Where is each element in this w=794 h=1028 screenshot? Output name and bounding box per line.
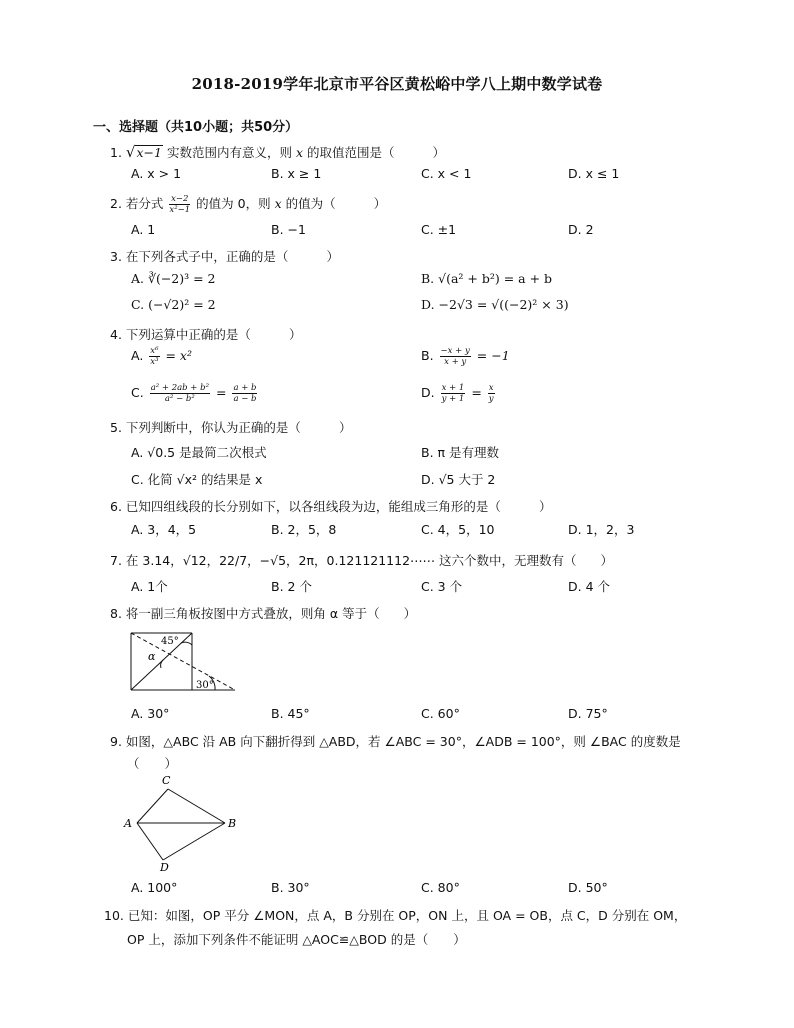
option-d: D. 4 个 — [568, 579, 610, 594]
option-d: D. x ≤ 1 — [568, 166, 620, 181]
page-title: 2018-2019学年北京市平谷区黄松峪中学八上期中数学试卷 — [191, 75, 603, 93]
option-b: B. x ≥ 1 — [271, 166, 322, 181]
answer-blank: （ ） — [127, 756, 178, 771]
option-a: A. $\frac{\text{x⁶}}{\text{x³}}$ = x² — [131, 346, 192, 367]
option-b: B. $\frac{-x + y}{x + y}$ = −1 — [421, 346, 510, 367]
option-b: B. π 是有理数 — [421, 445, 500, 460]
question-number: 1. — [110, 145, 122, 160]
angle-arc — [161, 660, 163, 668]
option-d: D. −2√3 = √((−2)² × 3) — [421, 297, 569, 312]
question-3: 3. 在下列各式子中，正确的是（ ） — [110, 249, 339, 264]
option-b: B. √(a² + b²) = a + b — [421, 271, 553, 286]
option-d: D. 1，2，3 — [568, 522, 635, 537]
option-c: C. 3 个 — [421, 579, 463, 594]
option-c: C. x < 1 — [421, 166, 472, 181]
option-a: A. 30° — [131, 706, 170, 721]
option-c: C. 4，5，10 — [421, 522, 495, 537]
question-7: 7. 在 3.14，√12，22/7，−√5，2π，0.121121112⋯⋯ 这六个数中，无理数有（ ） — [110, 553, 614, 568]
option-a: A. 1个 — [131, 579, 168, 594]
option-c: C. 60° — [421, 706, 460, 721]
option-b: B. 2，5，8 — [271, 522, 337, 537]
option-c: C. (−√2)² = 2 — [131, 297, 216, 312]
segment-ac — [137, 789, 168, 823]
question-10: 10. 已知：如图，OP 平分 ∠MON，点 A，B 分别在 OP，ON 上，且 OA = OB，点 C，D 分别在 OM， — [104, 908, 687, 923]
option-b: B. 30° — [271, 880, 310, 895]
segment-ad — [137, 823, 163, 860]
option-b: B. −1 — [271, 222, 306, 237]
segment-db — [163, 823, 225, 860]
option-c: C. 80° — [421, 880, 460, 895]
section-heading: 一、选择题（共10小题；共50分） — [93, 120, 299, 135]
option-a: A. 1 — [131, 222, 156, 237]
option-d: D. 2 — [568, 222, 594, 237]
option-a: A. 3，4，5 — [131, 522, 197, 537]
sqrt-expression: √ x−1 — [125, 143, 162, 161]
option-a: A. √0.5 是最简二次根式 — [131, 445, 267, 460]
question-8: 8. 将一副三角板按图中方式叠放，则角 α 等于（ ） — [110, 606, 417, 621]
point-label-d: D — [160, 861, 169, 874]
angle-label-30: 30° — [196, 680, 214, 691]
point-label-a: A — [124, 817, 132, 830]
option-d: D. 75° — [568, 706, 608, 721]
question-6: 6. 已知四组线段的长分别如下，以各组线段为边，能组成三角形的是（ ） — [110, 499, 552, 514]
point-label-c: C — [162, 774, 171, 787]
option-a: A. 100° — [131, 880, 178, 895]
option-c: C. $\frac{\text{a² + 2ab + b²}}{\text{a² − b²}}$ = $\frac{a + b}{a - b}$ — [131, 383, 257, 404]
question-1: 1. √ x−1 实数范围内有意义，则 x 的取值范围是（ ） — [110, 143, 446, 161]
option-b: B. 2 个 — [271, 579, 312, 594]
question-5: 5. 下列判断中，你认为正确的是（ ） — [110, 420, 352, 435]
angle-label-45: 45° — [161, 636, 179, 647]
angle-label-alpha: α — [148, 650, 156, 663]
option-a: A. x > 1 — [131, 166, 182, 181]
angle-arc — [181, 642, 192, 645]
question-9: 9. 如图，△ABC 沿 AB 向下翻折得到 △ABD，若 ∠ABC = 30°，∠ADB = 100°，则 ∠BAC 的度数是 — [110, 734, 681, 749]
option-c: C. 化简 √x² 的结果是 x — [131, 472, 263, 487]
option-d: D. 50° — [568, 880, 608, 895]
option-b: B. 45° — [271, 706, 310, 721]
segment-cb — [168, 789, 225, 823]
triangle-ruler-figure — [125, 628, 240, 694]
option-a: A. ∛(−2)³ = 2 — [131, 271, 216, 286]
fraction: $\frac{x-2}{\text{x²−1}}$ — [169, 194, 191, 215]
question-4: 4. 下列运算中正确的是（ ） — [110, 327, 302, 342]
point-label-b: B — [228, 817, 237, 830]
kite-figure — [120, 772, 245, 877]
option-c: C. ±1 — [421, 222, 457, 237]
option-d: D. $\frac{x + 1}{y + 1}$ = $\frac{x}{y}$ — [421, 383, 494, 404]
question-2: 2. 若分式 $\frac{x-2}{\text{x²−1}}$ 的值为 0，则 x 的值为（ ） — [110, 194, 387, 215]
option-d: D. √5 大于 2 — [421, 472, 496, 487]
question-10-line-2: OP 上，添加下列条件不能证明 △AOC≌△BOD 的是（ ） — [127, 932, 466, 947]
